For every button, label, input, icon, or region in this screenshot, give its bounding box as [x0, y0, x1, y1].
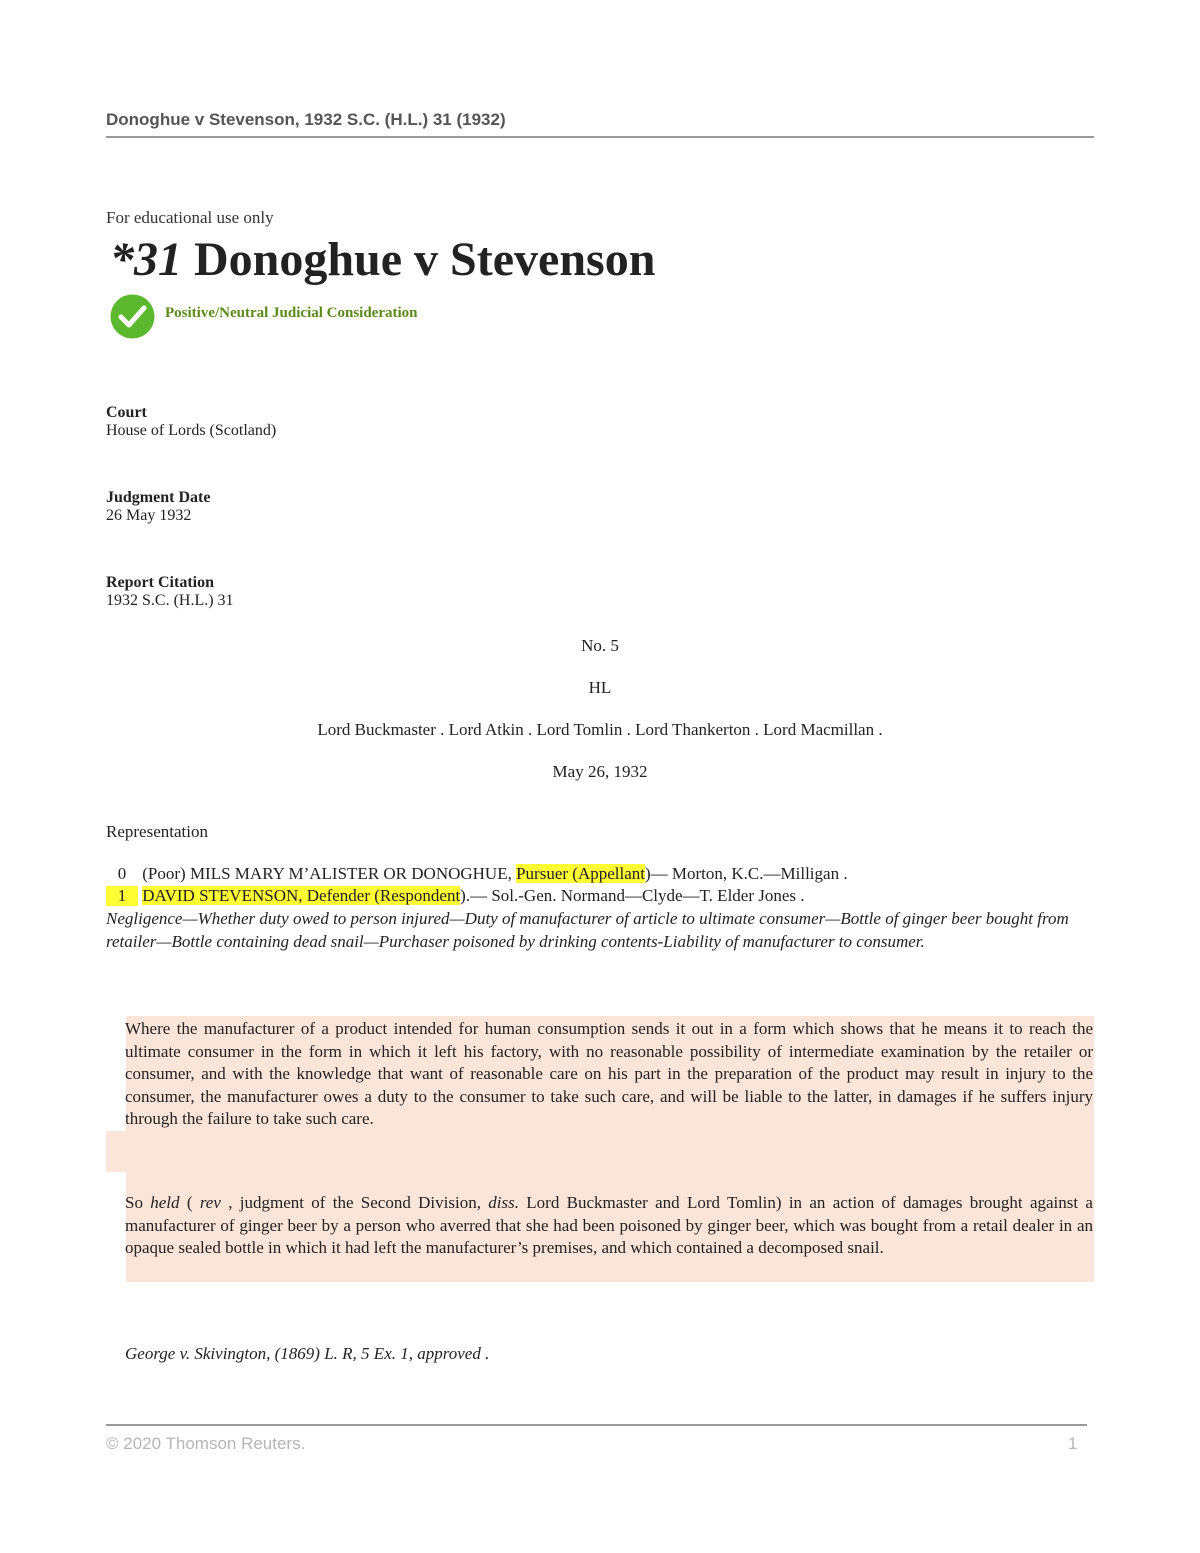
- decision-date: May 26, 1932: [552, 762, 648, 781]
- headnote-paragraph: Where the manufacturer of a product intended for human consumption sends it out in a form which shows that he means it to reach the ultimate consumer in the form in which it left his factory, with no reasonable possibility of intermediate examination by the retailer or consumer, and with the knowledge that want of reasonable care on his part in the preparation of the product may result in injury to the consumer, the manufacturer owes a duty to the consumer to take such care, and will be liable to the latter, in damages if he suffers injury through the failure to take such care.: [125, 1019, 1093, 1128]
- educational-notice: For educational use only: [106, 208, 274, 227]
- text-run: (: [179, 1193, 200, 1212]
- text-run: Lord Buckmaster and Lord Tomlin) in an action of damages brought against a manufacturer of ginger beer by a person who averred that she had been poisoned by ginger beer, which was bought from a retail dealer in an opaque sealed bottle in which it had left the manufacturer’s premises, and which contained a decomposed snail.: [125, 1193, 1093, 1257]
- highlighted-party-role: Pursuer (Appellant: [516, 864, 645, 883]
- check-circle-icon: [110, 294, 155, 339]
- header-divider: [106, 136, 1094, 138]
- case-number: No. 5: [581, 636, 619, 655]
- party-counsel: ).— Sol.-Gen. Normand—Clyde—T. Elder Jones .: [460, 886, 805, 905]
- headnote-held-paragraph: [125, 1192, 1093, 1260]
- keywords-summary: Negligence—Whether duty owed to person injured—Duty of manufacturer of article to ultimate consumer—Bottle of ginger beer bought from retailer—Bottle containing dead snail—Purchaser poisoned by drinking contents-Liability of manufacturer to consumer.: [106, 909, 1069, 951]
- party-index: 1: [106, 886, 138, 906]
- metadata-value: House of Lords (Scotland): [106, 422, 277, 439]
- court-abbreviation: HL: [588, 678, 612, 697]
- footer-copyright: © 2020 Thomson Reuters.: [106, 1434, 306, 1453]
- party-index: 0: [117, 864, 127, 883]
- metadata-judgment-date: [106, 489, 210, 525]
- metadata-label: Report Citation: [106, 574, 214, 591]
- metadata-value: 26 May 1932: [106, 507, 192, 524]
- party-name: (Poor) MILS MARY M’ALISTER OR DONOGHUE,: [142, 864, 517, 883]
- judicial-treatment-label: Positive/Neutral Judicial Consideration: [165, 305, 418, 321]
- case-title: Donoghue v Stevenson: [194, 233, 656, 286]
- text-run: So: [125, 1193, 151, 1212]
- page-title: [110, 232, 655, 287]
- header-title: Donoghue v Stevenson, 1932 S.C. (H.L.) 31 (1932): [106, 110, 506, 129]
- star-page-number: *31: [110, 233, 182, 286]
- party-row: [106, 864, 848, 884]
- held-term: held: [150, 1193, 180, 1212]
- party-counsel: )— Morton, K.C.—Milligan .: [644, 864, 848, 883]
- judges-list: Lord Buckmaster . Lord Atkin . Lord Tomlin . Lord Thankerton . Lord Macmillan .: [317, 720, 883, 739]
- party-row: [106, 886, 805, 906]
- highlighted-party-role: DAVID STEVENSON, Defender (Respondent: [142, 886, 461, 905]
- rev-term: rev: [199, 1193, 221, 1212]
- metadata-label: Judgment Date: [106, 489, 211, 506]
- metadata-label: Court: [106, 404, 147, 421]
- footer-divider: [106, 1424, 1087, 1426]
- text-run: , judgment of the Second Division,: [220, 1193, 489, 1212]
- diss-term: diss.: [488, 1193, 519, 1212]
- metadata-court: [106, 404, 276, 440]
- metadata-value: 1932 S.C. (H.L.) 31: [106, 592, 234, 609]
- metadata-report-citation: [106, 574, 234, 610]
- representation-heading: Representation: [106, 822, 208, 841]
- cited-case: George v. Skivington, (1869) L. R, 5 Ex. 1, approved .: [125, 1344, 490, 1363]
- page-number: 1: [1068, 1434, 1078, 1453]
